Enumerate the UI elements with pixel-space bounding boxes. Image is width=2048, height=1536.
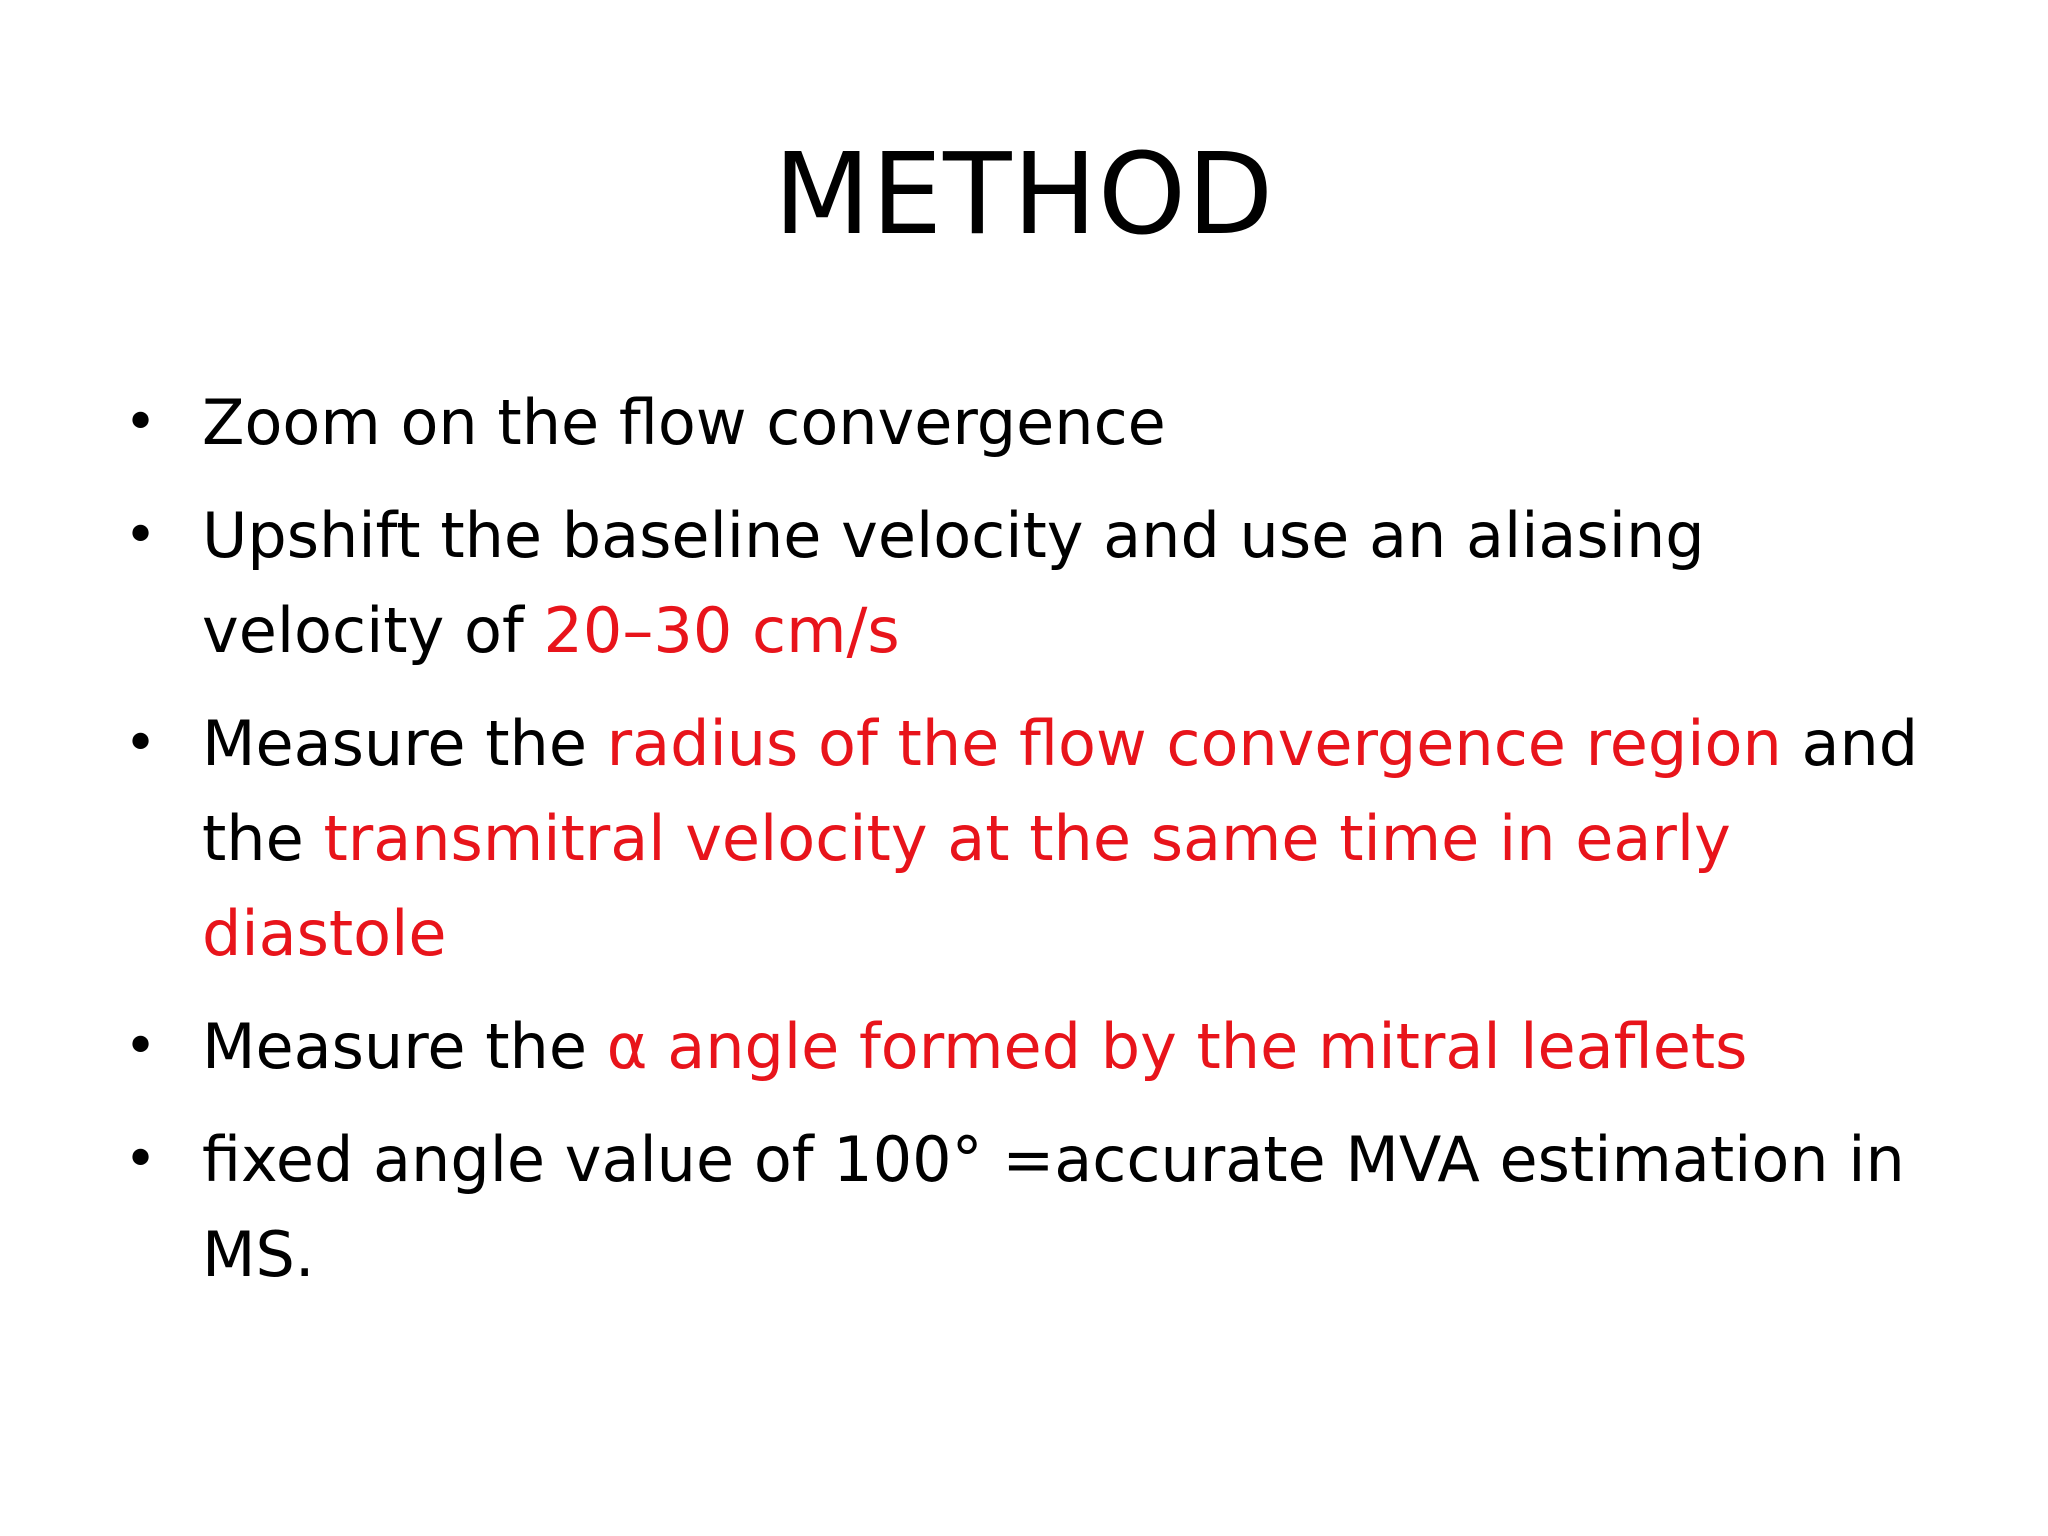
bullet-highlight-text: radius of the flow convergence region xyxy=(606,707,1782,780)
bullet-icon: • xyxy=(124,390,158,455)
bullet-icon: • xyxy=(124,503,158,568)
bullet-text: Zoom on the flow convergence xyxy=(202,386,1166,459)
bullet-text: Measure the xyxy=(202,1010,607,1083)
bullet-item xyxy=(120,999,1960,1094)
slide-title: METHOD xyxy=(773,130,1275,260)
bullet-item xyxy=(120,488,1960,678)
bullet-icon: • xyxy=(124,711,158,776)
bullet-item xyxy=(120,375,1960,470)
bullet-list xyxy=(120,375,1960,1320)
bullet-highlight-text: 20–30 cm/s xyxy=(543,594,900,667)
bullet-item xyxy=(120,1112,1960,1302)
bullet-text: and the xyxy=(202,707,1919,875)
bullet-icon: • xyxy=(124,1127,158,1192)
bullet-text: fixed angle value of 100° =accurate MVA estimation in MS. xyxy=(202,1123,1905,1291)
bullet-highlight-text: α angle formed by the mitral leaflets xyxy=(606,1010,1748,1083)
bullet-icon: • xyxy=(124,1014,158,1079)
bullet-text: Upshift the baseline velocity and use an aliasing velocity of xyxy=(202,499,1705,667)
bullet-item xyxy=(120,696,1960,981)
bullet-highlight-text: transmitral velocity at the same time in early diastole xyxy=(202,802,1731,970)
bullet-text: Measure the xyxy=(202,707,607,780)
